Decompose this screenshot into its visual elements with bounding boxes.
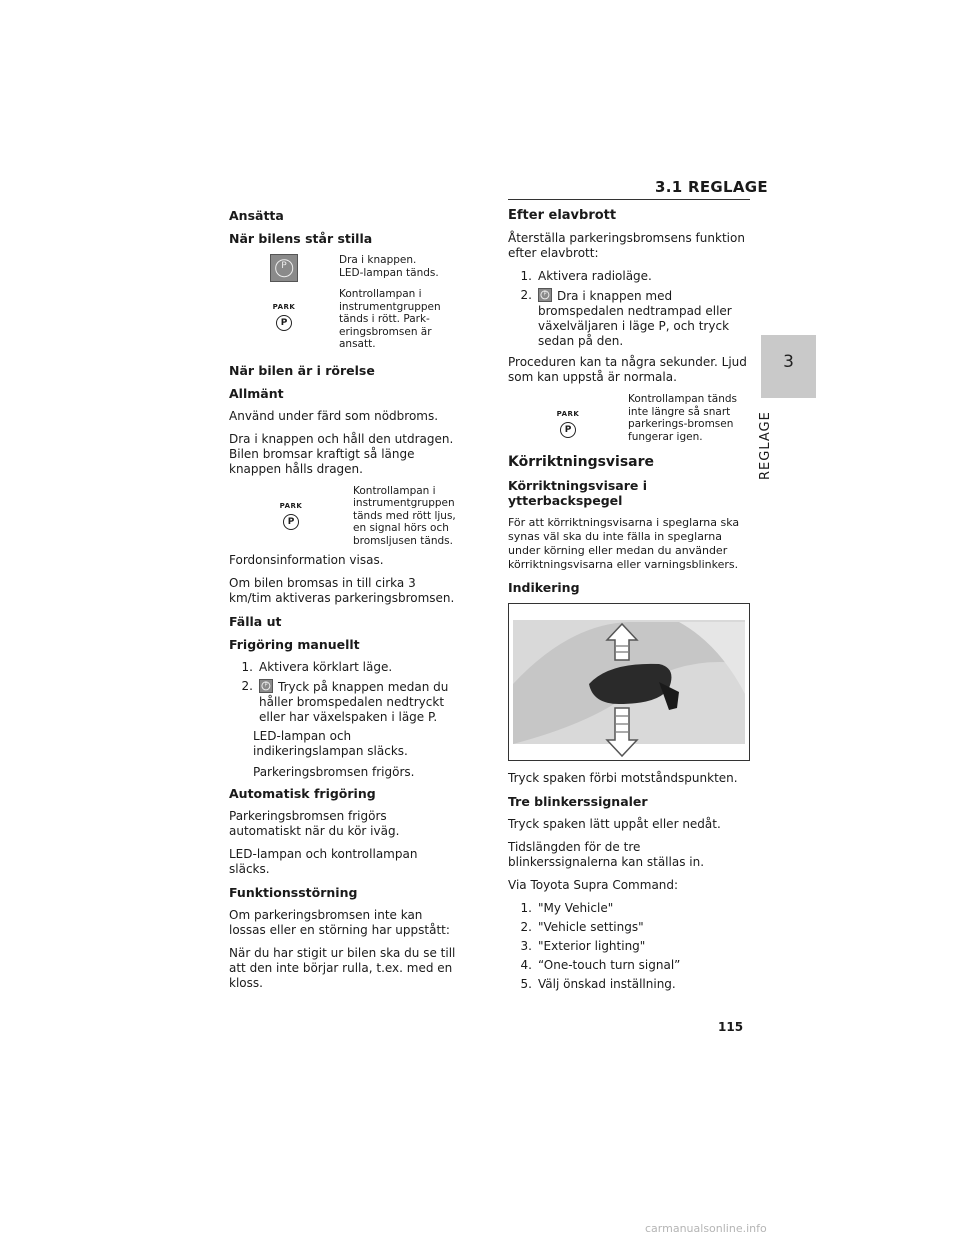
icon-text: Dra i knappen. LED-lampan tänds. <box>339 254 439 279</box>
step-item: 2. P Tryck på knappen medan du håller bromspedalen nedtryckt eller har växelspaken i läge P. <box>241 679 449 724</box>
right-column <box>508 208 750 996</box>
heading-allmant: Allmänt <box>229 385 284 401</box>
chapter-number: 3 <box>783 352 794 372</box>
page-number: 115 <box>718 1020 744 1034</box>
heading-falla: Fälla ut <box>229 614 282 629</box>
icon-row-park <box>229 288 461 351</box>
step-item: 1. Aktivera radioläge. <box>520 269 652 283</box>
paragraph: När du har stigit ur bilen ska du se till att den inte börjar rulla, t.ex. med en kloss. <box>229 946 456 990</box>
park-warning-icon: PARK P <box>269 300 299 331</box>
paragraph: LED-lampan och kontrollampan släcks. <box>229 847 418 876</box>
step-item: 1. Aktivera körklart läge. <box>241 660 393 674</box>
heading-indikering: Indikering <box>508 580 580 595</box>
chapter-label: REGLAGE <box>758 411 773 480</box>
park-warning-icon: PARK P <box>553 407 583 438</box>
paragraph: Använd under färd som nödbroms. <box>229 408 439 423</box>
parking-brake-button-icon: P <box>270 254 298 282</box>
step-item: 1. "My Vehicle" <box>520 901 614 915</box>
heading-korriktningsvisare: Körriktningsvisare <box>508 454 655 470</box>
heading-ansatta: Ansätta <box>229 208 284 223</box>
heading-elavbrott: Efter elavbrott <box>508 208 617 223</box>
paragraph: Parkeringsbromsen frigörs automatiskt när du kör iväg. <box>229 809 400 838</box>
paragraph: Om bilen bromsas in till cirka 3 km/tim aktiveras parkeringsbromsen. <box>229 576 455 605</box>
step-item: 2. "Vehicle settings" <box>520 920 644 934</box>
section-header: 3.1 REGLAGE <box>655 178 768 196</box>
paragraph: Återställa parkeringsbromsens funktion efter elavbrott: <box>508 231 745 260</box>
parking-brake-button-icon: P <box>538 288 552 302</box>
icon-row-button <box>229 254 461 282</box>
heading-tre: Tre blinkerssignaler <box>508 794 648 809</box>
turn-signal-illustration <box>509 604 749 760</box>
paragraph: Om parkeringsbromsen inte kan lossas eller en störning har uppstått: <box>229 908 450 937</box>
paragraph: Tryck spaken lätt uppåt eller nedåt. <box>508 817 721 831</box>
step-item: 4. “One-touch turn signal” <box>520 958 681 972</box>
turn-signal-figure <box>508 603 750 761</box>
paragraph: Proceduren kan ta några sekunder. Ljud som kan uppstå är normala. <box>508 355 747 384</box>
heading-star-stilla: När bilens står stilla <box>229 231 373 246</box>
watermark: carmanualsonline.info <box>645 1222 767 1235</box>
heading-fel: Funktionsstörning <box>229 885 358 900</box>
step-note: Parkeringsbromsen frigörs. <box>253 765 415 779</box>
left-column <box>229 208 461 999</box>
heading-manuellt: Frigöring manuellt <box>229 637 360 652</box>
icon-text: Kontrollampan tänds inte längre så snart parkerings-bromsen fungerar igen. <box>628 393 737 443</box>
heading-ytter: Körriktningsvisare i ytterbackspegel <box>508 478 648 508</box>
paragraph: Tidslängden för de tre blinkerssignalerna kan ställas in. <box>508 840 705 869</box>
park-warning-icon: PARK P <box>276 499 306 530</box>
step-note: LED-lampan och indikeringslampan släcks. <box>253 729 408 758</box>
parking-brake-button-icon: P <box>259 679 273 693</box>
paragraph: Via Toyota Supra Command: <box>508 878 679 892</box>
icon-row-park <box>229 485 461 548</box>
icon-text: Kontrollampan i instrumentgruppen tänds med rött ljus, en signal hörs och bromsljusen tänds. <box>353 484 456 547</box>
heading-rorelse: När bilen är i rörelse <box>229 362 375 378</box>
step-item: 3. "Exterior lighting" <box>520 939 646 953</box>
step-item: 2. P Dra i knappen med bromspedalen nedtrampad eller växelväljaren i läge P, och tryck sedan på den. <box>520 288 732 348</box>
paragraph: För att körriktningsvisarna i speglarna ska synas väl ska du inte fälla in speglarna under körning eller medan du använder körriktningsvisarna eller varningsblinkers. <box>508 516 740 571</box>
header-rule <box>508 199 750 200</box>
icon-text: Kontrollampan i instrumentgruppen tänds i rött. Park-eringsbromsen är ansatt. <box>339 288 441 350</box>
step-item: 5. Välj önskad inställning. <box>520 977 676 991</box>
heading-auto: Automatisk frigöring <box>229 786 376 801</box>
paragraph: Dra i knappen och håll den utdragen. Bilen bromsar kraftigt så länge knappen hålls dragen. <box>229 431 454 476</box>
paragraph: Fordonsinformation visas. <box>229 553 384 567</box>
icon-row-park <box>508 393 750 443</box>
paragraph: Tryck spaken förbi motståndspunkten. <box>508 771 738 785</box>
